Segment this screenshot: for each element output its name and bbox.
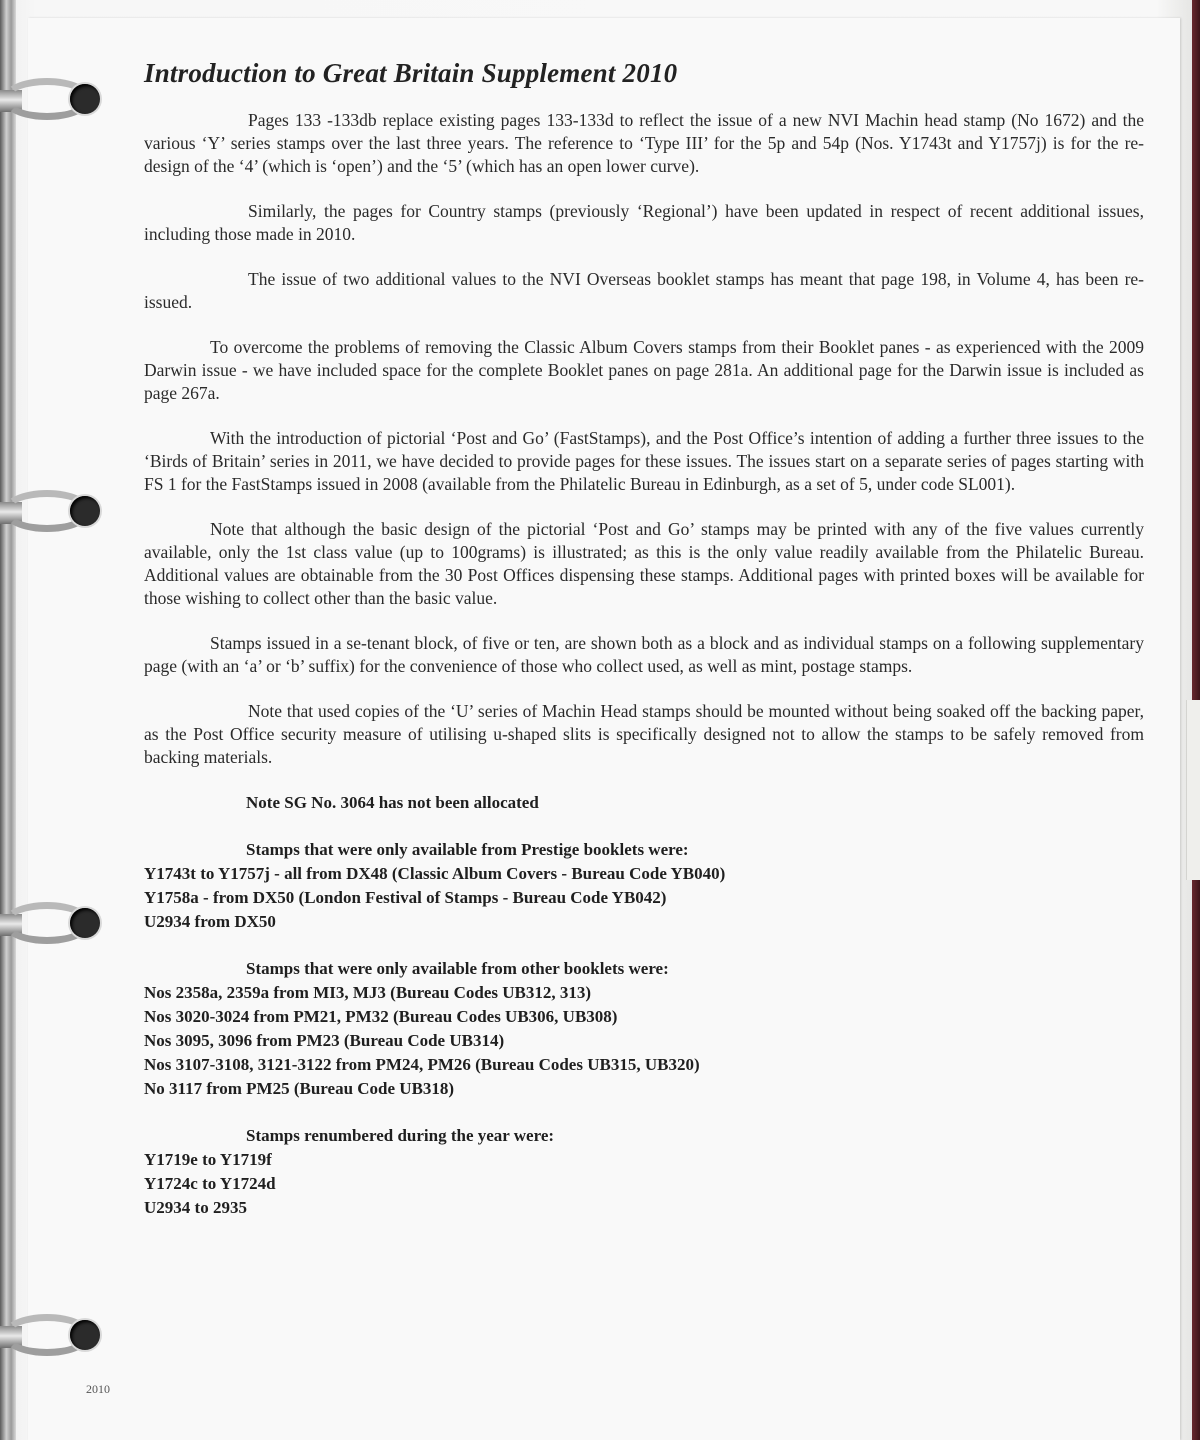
page-tab-marker: [1186, 700, 1200, 880]
list-item: U2934 to 2935: [144, 1198, 247, 1217]
page-footer-year: 2010: [86, 1382, 110, 1396]
prestige-heading: Stamps that were only available from Prestige booklets were:: [246, 840, 689, 859]
other-booklets-list: [144, 957, 1144, 1101]
list-item: Y1724c to Y1724d: [144, 1174, 276, 1193]
list-item: Y1719e to Y1719f: [144, 1150, 272, 1169]
list-item: Nos 3020-3024 from PM21, PM32 (Bureau Codes UB306, UB308): [144, 1007, 618, 1026]
intro-paragraph: With the introduction of pictorial ‘Post and Go’ (FastStamps), and the Post Office’s intention of adding a further three issues to the ‘Birds of Britain’ series in 2011, we have decided to provide pages for these issues. The issues start on a separate series of pages starting with FS 1 for the FastStamps issued in 2008 (available from the Philatelic Bureau in Edinburgh, as a set of 5, under code SL001).: [144, 428, 1144, 494]
intro-paragraph: The issue of two additional values to the NVI Overseas booklet stamps has meant that page 198, in Volume 4, has been re-issued.: [144, 269, 1144, 312]
binder-ring-icon: [0, 484, 104, 540]
intro-paragraph: Note that used copies of the ‘U’ series of Machin Head stamps should be mounted without being soaked off the backing paper, as the Post Office security measure of utilising u-shaped slits is specifically designed not to allow the stamps to be safely removed from backing materials.: [144, 701, 1144, 767]
list-item: Nos 3107-3108, 3121-3122 from PM24, PM26 (Bureau Codes UB315, UB320): [144, 1055, 700, 1074]
list-item: No 3117 from PM25 (Bureau Code UB318): [144, 1079, 455, 1098]
page-content: [144, 58, 1144, 1243]
page-title: Introduction to Great Britain Supplement 2010: [144, 58, 678, 88]
binder-ring-icon: [0, 72, 104, 128]
other-booklets-heading: Stamps that were only available from other booklets were:: [246, 959, 669, 978]
allocation-note: Note SG No. 3064 has not been allocated: [246, 793, 539, 812]
binder-ring-icon: [0, 896, 104, 952]
intro-paragraph: Stamps issued in a se-tenant block, of five or ten, are shown both as a block and as individual stamps on a following supplementary page (with an ‘a’ or ‘b’ suffix) for the convenience of those who collect used, as well as mint, postage stamps.: [144, 633, 1144, 676]
intro-paragraph: To overcome the problems of removing the Classic Album Covers stamps from their Booklet panes - as experienced with the 2009 Darwin issue - we have included space for the complete Booklet panes on page 281a. An additional page for the Darwin issue is included as page 267a.: [144, 337, 1144, 403]
intro-paragraph: Similarly, the pages for Country stamps (previously ‘Regional’) have been updated in respect of recent additional issues, including those made in 2010.: [144, 201, 1144, 244]
notes-section: [144, 791, 1144, 1220]
intro-paragraph: Note that although the basic design of the pictorial ‘Post and Go’ stamps may be printed with any of the five values currently available, only the 1st class value (up to 100grams) is illustrated; as this is the only value readily available from the Philatelic Bureau. Additional values are obtainable from the 30 Post Offices dispensing these stamps. Additional pages with printed boxes will be available for those wishing to collect other than the basic value.: [144, 519, 1144, 608]
binder-spine: [0, 0, 16, 1440]
intro-paragraph: Pages 133 -133db replace existing pages 133-133d to reflect the issue of a new NVI Machin head stamp (No 1672) and the various ‘Y’ series stamps over the last three years. The reference to ‘Type III’ for the 5p and 54p (Nos. Y1743t and Y1757j) is for the re-design of the ‘4’ (which is ‘open’) and the ‘5’ (which has an open lower curve).: [144, 110, 1144, 176]
list-item: Nos 2358a, 2359a from MI3, MJ3 (Bureau Codes UB312, 313): [144, 983, 592, 1002]
list-item: Y1758a - from DX50 (London Festival of Stamps - Bureau Code YB042): [144, 888, 667, 907]
list-item: U2934 from DX50: [144, 912, 276, 931]
binder-ring-icon: [0, 1308, 104, 1364]
list-item: Nos 3095, 3096 from PM23 (Bureau Code UB314): [144, 1031, 505, 1050]
renumbered-heading: Stamps renumbered during the year were:: [246, 1126, 555, 1145]
renumbered-list: [144, 1124, 1144, 1220]
list-item: Y1743t to Y1757j - all from DX48 (Classic Album Covers - Bureau Code YB040): [144, 864, 726, 883]
prestige-list: [144, 838, 1144, 934]
